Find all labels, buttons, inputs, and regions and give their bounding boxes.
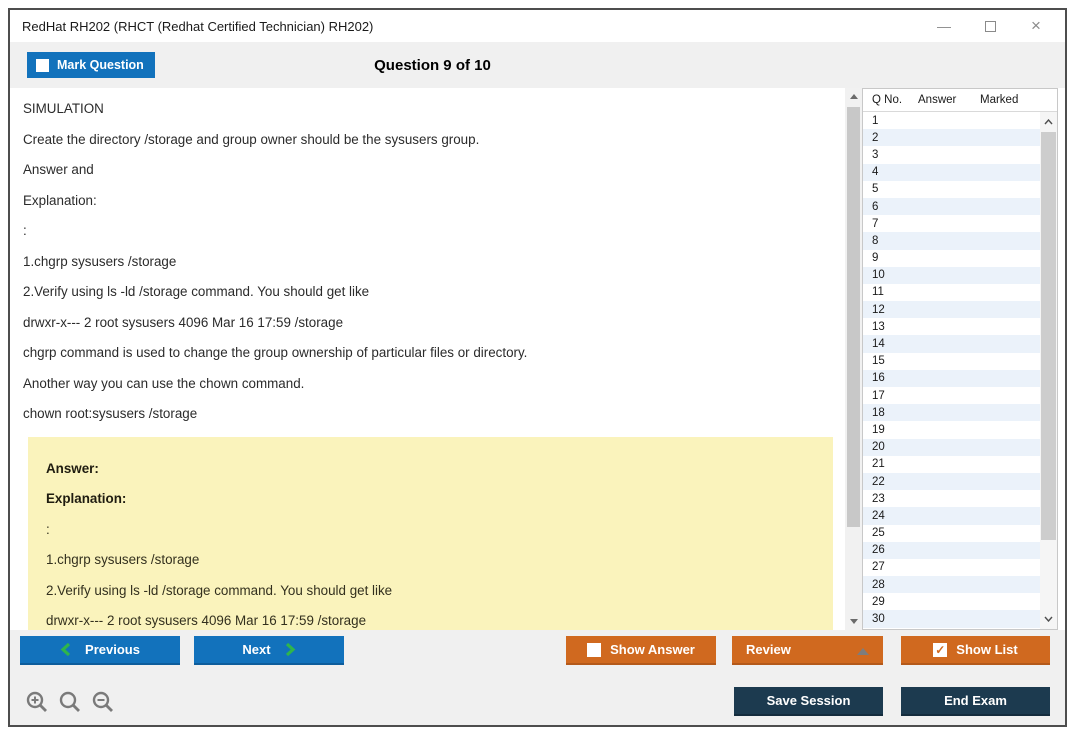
question-list-row[interactable]: [863, 439, 1040, 456]
question-number-cell: 4: [872, 166, 879, 179]
list-scroll-down-icon[interactable]: [1040, 611, 1057, 627]
answer-box-line: 2.Verify using ls -ld /storage command. You should get like: [46, 582, 393, 598]
answer-highlight-box: [28, 437, 833, 631]
zoom-in-icon[interactable]: [24, 690, 50, 716]
triangle-up-icon: [857, 648, 869, 655]
question-number-cell: 24: [872, 509, 885, 522]
question-number-cell: 20: [872, 441, 885, 454]
question-number-cell: 11: [872, 286, 884, 299]
show-answer-checkbox[interactable]: [587, 643, 601, 657]
scroll-up-icon[interactable]: [845, 88, 862, 105]
header-bar: [10, 42, 1065, 88]
end-exam-button[interactable]: [901, 687, 1050, 716]
question-number-cell: 30: [872, 613, 885, 626]
end-exam-label: End Exam: [944, 693, 1007, 708]
question-number-cell: 28: [872, 578, 885, 591]
question-list-row[interactable]: [863, 215, 1040, 232]
title-bar: [10, 10, 1065, 42]
question-list-row[interactable]: [863, 301, 1040, 318]
question-list-row[interactable]: [863, 404, 1040, 421]
question-line: 2.Verify using ls -ld /storage command. You should get like: [23, 284, 370, 299]
question-list-row[interactable]: [863, 370, 1040, 387]
question-list-body: [863, 112, 1057, 629]
question-list-row[interactable]: [863, 164, 1040, 181]
qno-column-header: Q No.: [872, 94, 903, 106]
window-controls: [921, 11, 1065, 41]
answer-box-line: :: [46, 521, 50, 537]
question-line: Another way you can use the chown command.: [23, 375, 305, 391]
question-number-cell: 14: [872, 338, 885, 351]
mark-question-label: Mark Question: [57, 58, 144, 72]
explanation-heading: Explanation:: [46, 491, 127, 506]
question-number-cell: 27: [872, 561, 885, 574]
question-number-cell: 21: [872, 458, 885, 471]
question-line: chown root:sysusers /storage: [23, 406, 198, 421]
question-list-row[interactable]: [863, 490, 1040, 507]
scroll-down-icon[interactable]: [845, 613, 862, 630]
question-line: Explanation:: [23, 192, 97, 208]
question-list-row[interactable]: [863, 559, 1040, 576]
question-line: Create the directory /storage and group owner should be the sysusers group.: [23, 131, 480, 147]
footer-bar: [10, 630, 1065, 725]
question-list-row[interactable]: [863, 112, 1040, 129]
answer-box-text: [46, 522, 833, 629]
answer-column-header: Answer: [918, 94, 957, 106]
maximize-icon: [985, 21, 996, 32]
window-title: RedHat RH202 (RHCT (Redhat Certified Technician) RH202): [22, 18, 374, 34]
show-answer-label: Show Answer: [610, 642, 695, 657]
question-number-cell: 6: [872, 200, 879, 213]
question-list-row[interactable]: [863, 456, 1040, 473]
question-list-row[interactable]: [863, 181, 1040, 198]
question-line: SIMULATION: [23, 101, 104, 116]
question-number-cell: 13: [872, 320, 885, 333]
answer-box-line: drwxr-x--- 2 root sysusers 4096 Mar 16 17:59 /storage: [46, 613, 367, 628]
question-list-row[interactable]: [863, 353, 1040, 370]
question-list-row[interactable]: [863, 284, 1040, 301]
app-window: [8, 8, 1067, 727]
question-number-cell: 9: [872, 252, 879, 265]
question-list-row[interactable]: [863, 421, 1040, 438]
content-scrollbar[interactable]: [845, 88, 862, 630]
question-number-cell: 1: [872, 114, 879, 127]
question-list-row[interactable]: [863, 335, 1040, 352]
question-number-cell: 2: [872, 131, 879, 144]
question-list-row[interactable]: [863, 129, 1040, 146]
question-list-row[interactable]: [863, 250, 1040, 267]
question-number-cell: 12: [872, 303, 885, 316]
show-list-label: Show List: [956, 642, 1018, 657]
list-scroll-up-icon[interactable]: [1040, 114, 1057, 130]
question-list-row[interactable]: [863, 318, 1040, 335]
question-list-row[interactable]: [863, 542, 1040, 559]
question-line: 1.chgrp sysusers /storage: [23, 253, 177, 269]
question-line: drwxr-x--- 2 root sysusers 4096 Mar 16 17:59 /storage: [23, 314, 344, 330]
question-line: :: [23, 223, 27, 238]
content-scrollbar-thumb[interactable]: [847, 107, 860, 527]
question-number-cell: 17: [872, 389, 885, 402]
save-session-button[interactable]: [734, 687, 883, 716]
question-content: [10, 88, 845, 630]
question-number-cell: 18: [872, 406, 885, 419]
question-number-cell: 19: [872, 423, 885, 436]
question-list-row[interactable]: [863, 267, 1040, 284]
next-label: Next: [242, 642, 271, 657]
question-number-cell: 5: [872, 183, 879, 196]
next-button[interactable]: [194, 636, 344, 665]
previous-label: Previous: [85, 642, 140, 657]
list-scrollbar-thumb[interactable]: [1041, 132, 1056, 540]
marked-column-header: Marked: [980, 94, 1019, 106]
review-button[interactable]: [732, 636, 883, 665]
question-list-row[interactable]: [863, 146, 1040, 163]
zoom-toolbar: [24, 690, 116, 716]
maximize-button[interactable]: [967, 11, 1013, 41]
list-scrollbar[interactable]: [1040, 112, 1057, 629]
question-list-row[interactable]: [863, 387, 1040, 404]
question-line: chgrp command is used to change the group ownership of particular files or directory.: [23, 345, 528, 360]
question-list-row[interactable]: [863, 593, 1040, 610]
save-session-label: Save Session: [766, 693, 851, 708]
question-number-cell: 8: [872, 234, 879, 247]
chevron-right-icon: [285, 642, 296, 657]
show-answer-button[interactable]: [566, 636, 716, 665]
answer-box-line: 1.chgrp sysusers /storage: [46, 552, 200, 567]
question-list-rows: [863, 112, 1040, 629]
show-list-checkbox[interactable]: ✓: [935, 642, 946, 657]
question-list-row[interactable]: [863, 473, 1040, 490]
question-list-panel: [862, 88, 1058, 630]
question-number-cell: 25: [872, 527, 885, 540]
close-button[interactable]: ×: [1031, 16, 1041, 35]
zoom-out-icon[interactable]: [90, 690, 116, 716]
question-number-cell: 22: [872, 475, 885, 488]
question-number-cell: 16: [872, 372, 885, 385]
question-line: Answer and: [23, 162, 94, 177]
question-list-row[interactable]: [863, 576, 1040, 593]
question-number-cell: 23: [872, 492, 885, 505]
question-list-row[interactable]: [863, 507, 1040, 524]
show-list-button[interactable]: [901, 636, 1050, 665]
question-number-cell: 26: [872, 544, 885, 557]
question-list-headers: [863, 89, 1057, 112]
answer-heading: Answer:: [46, 460, 99, 476]
question-list-row[interactable]: [863, 525, 1040, 542]
chevron-left-icon: [60, 642, 71, 657]
question-number-cell: 7: [872, 217, 879, 230]
question-number-cell: 3: [872, 148, 879, 161]
question-number-cell: 29: [872, 595, 885, 608]
question-list-row[interactable]: [863, 198, 1040, 215]
question-text: [23, 101, 845, 421]
minimize-button[interactable]: —: [937, 18, 951, 34]
question-number-cell: 15: [872, 355, 885, 368]
zoom-reset-icon[interactable]: [57, 690, 83, 716]
main-area: [10, 88, 1065, 630]
question-counter: Question 9 of 10: [374, 56, 491, 74]
question-list-row[interactable]: [863, 232, 1040, 249]
question-list-row[interactable]: [863, 610, 1040, 627]
previous-button[interactable]: [20, 636, 180, 665]
question-number-cell: 10: [872, 269, 885, 282]
review-label: Review: [746, 642, 791, 657]
